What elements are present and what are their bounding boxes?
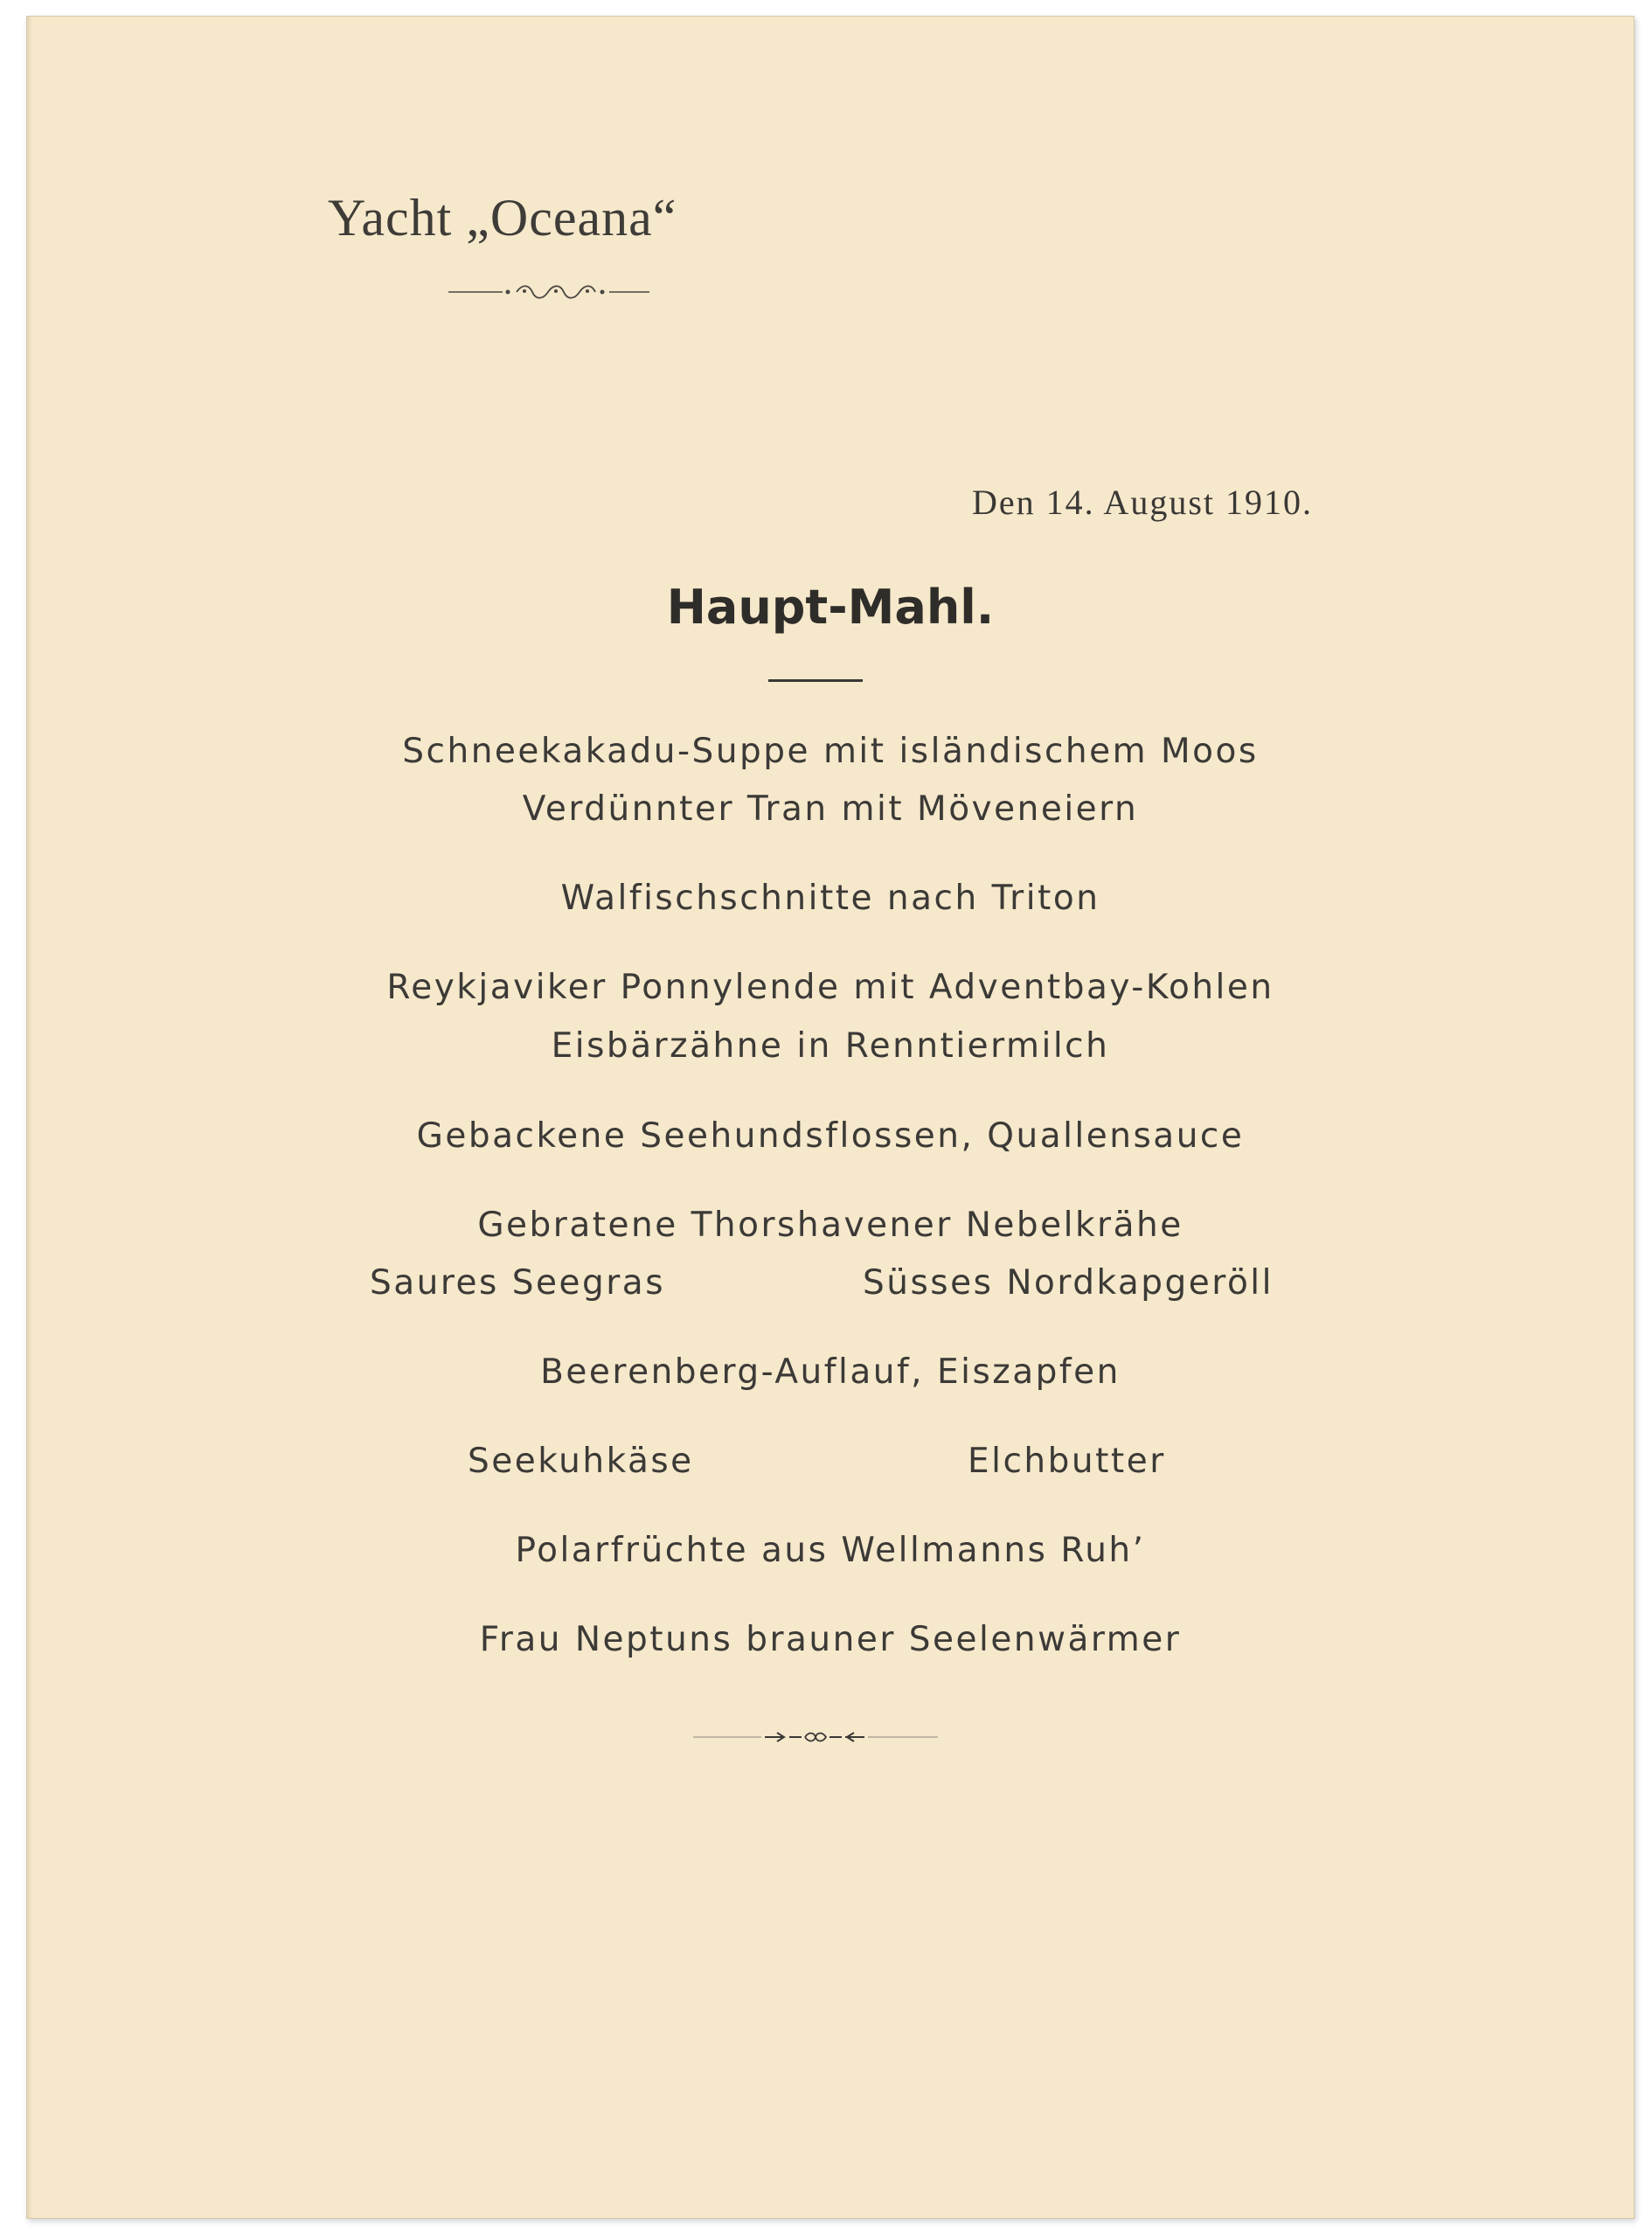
menu-item: Eisbärzähne in Renntiermilch [551, 1026, 1110, 1066]
menu-item: Verdünnter Tran mit Möveneiern [522, 789, 1139, 829]
heading-underline [768, 679, 863, 682]
menu-date: Den 14. August 1910. [972, 483, 1313, 522]
menu-item-left: Seekuhkäse [468, 1442, 694, 1481]
menu-card [26, 16, 1635, 2219]
menu-item: Gebratene Thorshavener Nebelkrähe [477, 1206, 1183, 1245]
menu-item: Reykjaviker Ponnylende mit Adventbay-Kohlen [386, 968, 1274, 1007]
menu-item-right: Elchbutter [968, 1442, 1166, 1481]
top-ornament-icon [448, 281, 649, 303]
menu-item-right: Süsses Nordkapgeröll [863, 1263, 1274, 1303]
menu-item: Walfischschnitte nach Triton [560, 879, 1100, 918]
menu-item: Schneekakadu-Suppe mit isländischem Moos [402, 732, 1259, 771]
menu-item: Beerenberg-Auflauf, Eiszapfen [540, 1352, 1121, 1392]
yacht-name: Yacht „Oceana“ [328, 189, 677, 247]
bottom-ornament-icon [693, 1728, 938, 1746]
menu-item: Frau Neptuns brauner Seelenwärmer [479, 1620, 1182, 1659]
menu-item: Gebackene Seehundsflossen, Quallensauce [416, 1116, 1245, 1156]
menu-item: Polarfrüchte aus Wellmanns Ruh’ [515, 1531, 1146, 1570]
menu-item-left: Saures Seegras [370, 1263, 666, 1303]
menu-heading: Haupt-Mahl. [666, 580, 995, 635]
